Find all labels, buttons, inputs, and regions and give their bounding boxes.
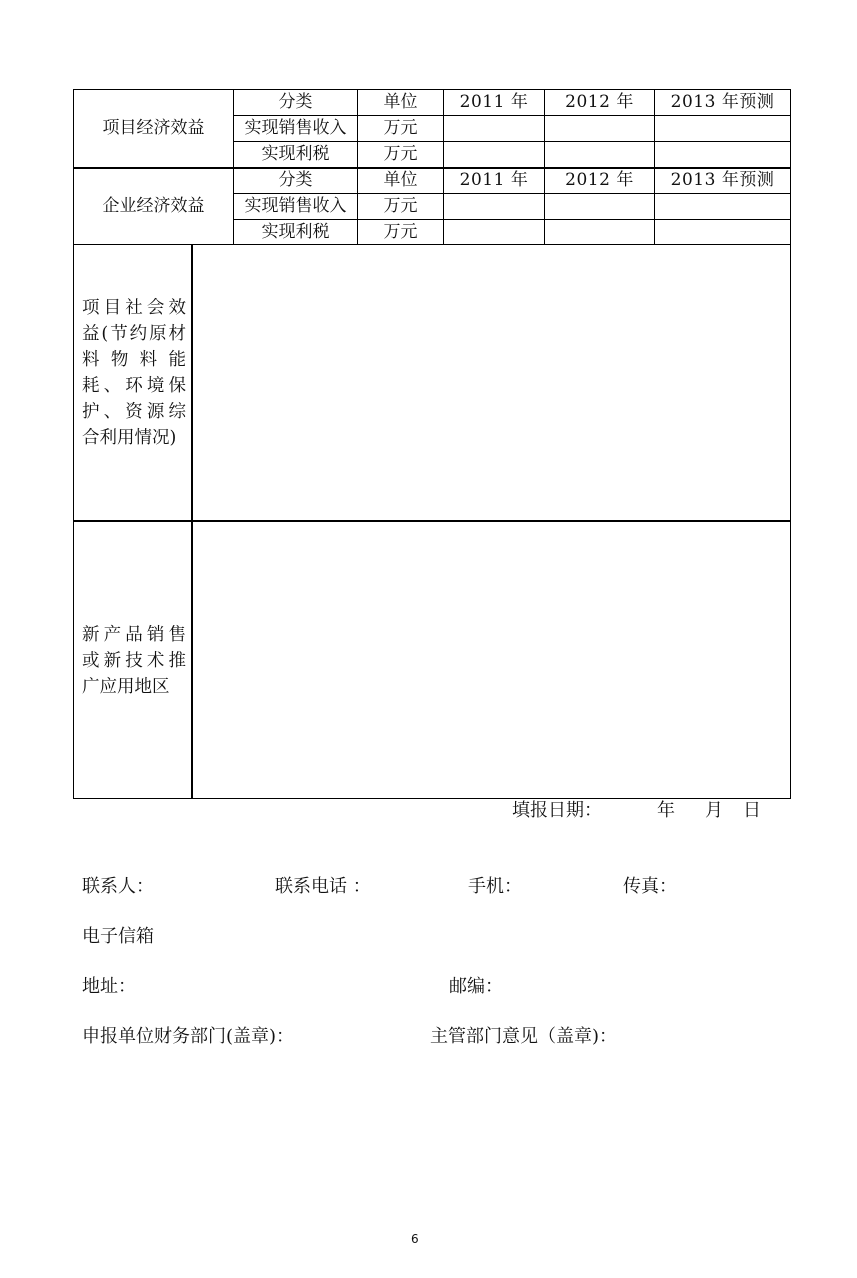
header-2013-forecast: 2013 年预测 [670, 170, 775, 190]
new-product-content-area[interactable] [193, 522, 789, 797]
row-sales-revenue: 实现销售收入 [244, 118, 347, 138]
row-profit-tax: 实现利税 [261, 144, 330, 164]
fill-date-label: 填报日期： [512, 800, 602, 821]
row-unit: 万元 [383, 222, 418, 242]
header-category: 分类 [278, 170, 313, 190]
postcode-label: 邮编： [449, 976, 503, 997]
contact-phone-label: 联系电话 ： [275, 876, 371, 897]
supervisor-opinion-label: 主管部门意见（盖章)： [430, 1026, 618, 1047]
page-number: 6 [411, 1232, 419, 1246]
fill-date-day: 日 [743, 800, 761, 821]
header-category: 分类 [278, 92, 313, 112]
header-unit: 单位 [383, 170, 418, 190]
header-2011: 2011 年 [459, 92, 529, 112]
row-sales-revenue: 实现销售收入 [244, 196, 347, 216]
header-2012: 2012 年 [565, 170, 634, 190]
header-2012: 2012 年 [565, 92, 634, 112]
fax-label: 传真： [623, 876, 677, 897]
contact-person-label: 联系人： [82, 876, 154, 897]
row-unit: 万元 [383, 196, 418, 216]
social-benefit-label: 项目社会效益(节约原材料物料能耗、环境保护、资源综合利用情况) [82, 298, 186, 448]
header-2011: 2011 年 [459, 170, 529, 190]
project-economic-label: 项目经济效益 [102, 118, 205, 138]
finance-dept-seal-label: 申报单位财务部门(盖章)： [82, 1026, 295, 1047]
mobile-label: 手机： [468, 876, 522, 897]
new-product-region-label: 新产品销售或新技术推广应用地区 [82, 625, 186, 697]
social-benefit-content-area[interactable] [193, 246, 789, 519]
enterprise-economic-label: 企业经济效益 [102, 196, 205, 216]
address-label: 地址： [82, 976, 136, 997]
row-unit: 万元 [383, 118, 418, 138]
fill-date-month: 月 [705, 800, 723, 821]
email-label: 电子信箱 [82, 926, 154, 947]
header-2013-forecast: 2013 年预测 [670, 92, 775, 112]
header-unit: 单位 [383, 92, 418, 112]
row-profit-tax: 实现利税 [261, 222, 330, 242]
row-unit: 万元 [383, 144, 418, 164]
fill-date-year: 年 [657, 800, 675, 821]
